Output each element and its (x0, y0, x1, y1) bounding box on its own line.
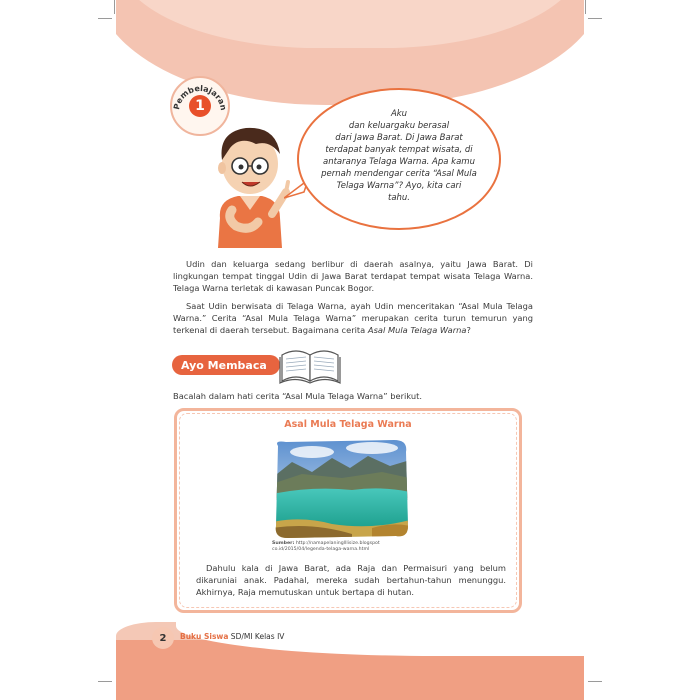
speech-bubble-text (306, 108, 492, 204)
section-title-ayo-membaca: Ayo Membaca (172, 355, 280, 375)
open-book-icon (276, 345, 344, 385)
header-decoration-inner (116, 0, 584, 48)
speech-line: terdapat banyak tempat wisata, di (325, 145, 473, 155)
reading-instruction: Bacalah dalam hati cerita “Asal Mula Telaga Warna” berikut. (173, 391, 422, 401)
speech-line: dari Jawa Barat. Di Jawa Barat (335, 133, 463, 143)
page-number: 2 (152, 627, 174, 649)
paragraph-text: Saat Udin berwisata di Telaga Warna, ayah Udin menceritakan “Asal Mula Telaga Warna.” Cerita “Asal Mula Telaga Warna” merupakan cerita turun temurun yang terkenal di daerah tersebut. Bagaimana cerita (173, 301, 533, 335)
paragraph-intro: Udin dan keluarga sedang berlibur di daerah asalnya, yaitu Jawa Barat. Di lingkungan tempat tinggal Udin di Jawa Barat terdapat tempat wisata Telaga Warna. Telaga Warna terletak di kawasan Puncak Bogor. (173, 259, 533, 293)
footer-grade: SD/MI Kelas IV (228, 632, 285, 641)
crop-mark (585, 0, 586, 14)
crop-mark (98, 681, 112, 682)
crop-mark (588, 681, 602, 682)
source-url: http://namapelaninglllisize.blogspot co.id/2015/04/legenda-telaga-warna.html (272, 541, 380, 552)
image-source (272, 541, 422, 553)
speech-line: tahu. (387, 193, 411, 203)
speech-line: Telaga Warna”? Ayo, kita cari (336, 181, 462, 191)
paragraph-italic-title: Asal Mula Telaga Warna (367, 325, 467, 335)
svg-text:Pembelajaran: Pembelajaran (172, 83, 229, 112)
story-title: Asal Mula Telaga Warna (284, 419, 412, 430)
paragraph-text: ? (466, 325, 471, 335)
speech-line: antaranya Telaga Warna. Apa kamu (323, 157, 475, 167)
book-page (116, 0, 584, 700)
footer-title: Buku Siswa (180, 632, 229, 641)
source-label: Sumber: (272, 541, 295, 546)
speech-line: Aku (390, 109, 408, 119)
paragraph-story-question (173, 300, 533, 336)
speech-line: pernah mendengar cerita “Asal Mula (321, 169, 477, 179)
footer-book-title (180, 632, 284, 641)
story-text (196, 562, 506, 598)
speech-line: dan keluargaku berasal (348, 121, 450, 131)
story-paragraph: Dahulu kala di Jawa Barat, ada Raja dan Permaisuri yang belum dikaruniai anak. Padahal, mereka sudah bertahun-tahun menunggu. Akhirnya, Raja memutuskan untuk bertapa di hutan. (196, 563, 506, 597)
crop-mark (98, 18, 112, 19)
crop-mark (114, 0, 115, 14)
crop-mark (588, 18, 602, 19)
lesson-number: 1 (189, 95, 211, 117)
lake-photo (272, 438, 410, 540)
